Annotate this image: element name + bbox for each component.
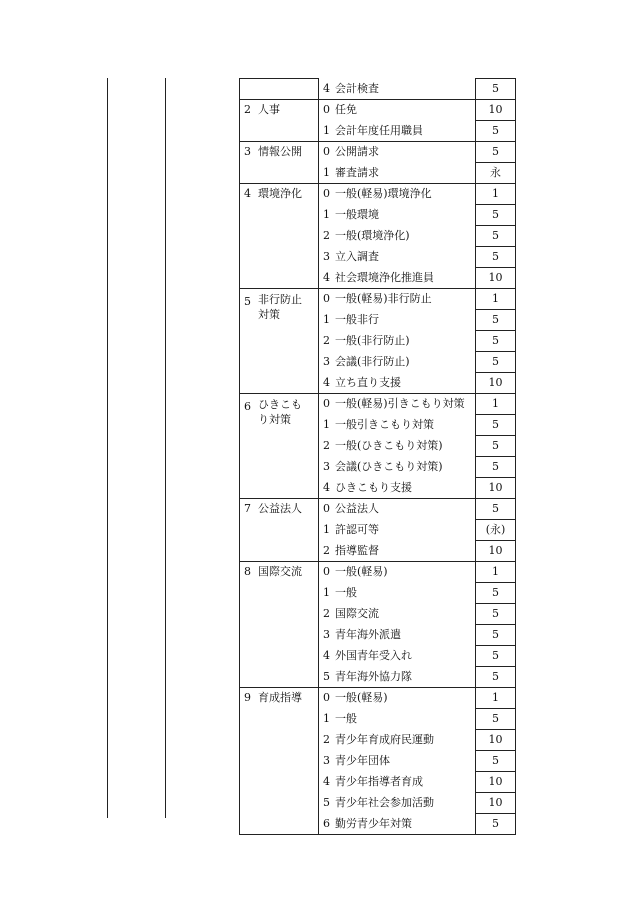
category-cell — [240, 184, 319, 289]
category-name: 情報公開 — [258, 145, 302, 158]
subitem-number: 5 — [323, 669, 330, 683]
retention-years: (永) — [476, 520, 516, 541]
category-cell — [240, 688, 319, 835]
subitem-number: 1 — [323, 417, 330, 431]
table-row — [240, 100, 516, 121]
subitem-cell — [319, 583, 476, 604]
table-row — [240, 289, 516, 310]
retention-years: 5 — [476, 646, 516, 667]
subitem-label: 一般(軽易)引きこもり対策 — [335, 397, 465, 410]
subitem-number: 0 — [323, 187, 330, 200]
subitem-cell — [319, 541, 476, 562]
subitem-number: 3 — [323, 459, 330, 473]
subitem-label: 会計検査 — [335, 81, 379, 95]
retention-years: 1 — [476, 184, 516, 205]
table-row — [240, 688, 516, 709]
subitem-cell — [319, 604, 476, 625]
retention-years: 10 — [476, 541, 516, 562]
category-cell — [240, 100, 319, 142]
category-cell — [240, 79, 319, 100]
subitem-number: 1 — [323, 165, 330, 179]
retention-years: 10 — [476, 268, 516, 289]
subitem-label: 一般 — [335, 711, 357, 725]
subitem-label: 会議(非行防止) — [335, 354, 410, 368]
subitem-cell — [319, 163, 476, 184]
subitem-cell — [319, 751, 476, 772]
subitem-cell — [319, 646, 476, 667]
subitem-cell — [319, 793, 476, 814]
subitem-cell — [319, 331, 476, 352]
retention-years: 5 — [476, 457, 516, 478]
retention-years: 1 — [476, 562, 516, 583]
retention-years: 10 — [476, 730, 516, 751]
subitem-label: 指導監督 — [335, 543, 379, 557]
subitem-label: 青年海外協力隊 — [335, 669, 412, 683]
subitem-number: 4 — [323, 480, 330, 494]
subitem-number: 4 — [323, 774, 330, 788]
subitem-number: 1 — [323, 585, 330, 599]
table-row — [240, 499, 516, 520]
subitem-number: 0 — [323, 691, 330, 704]
retention-table — [239, 78, 516, 835]
subitem-number: 3 — [323, 249, 330, 263]
subitem-cell — [319, 121, 476, 142]
subitem-number: 0 — [323, 103, 330, 116]
subitem-label: 国際交流 — [335, 606, 379, 620]
subitem-label: 社会環境浄化推進員 — [335, 270, 434, 284]
subitem-number: 4 — [323, 375, 330, 389]
retention-years: 5 — [476, 667, 516, 688]
category-number: 6 — [244, 400, 251, 413]
retention-years: 5 — [476, 247, 516, 268]
subitem-label: 青少年指導者育成 — [335, 774, 423, 788]
subitem-label: 青少年育成府民運動 — [335, 732, 434, 746]
category-cell — [240, 394, 319, 499]
retention-years: 5 — [476, 310, 516, 331]
subitem-number: 2 — [323, 228, 330, 242]
subitem-cell — [319, 688, 476, 709]
subitem-label: 立ち直り支援 — [335, 375, 401, 389]
retention-table-body — [240, 79, 516, 835]
subitem-number: 0 — [323, 292, 330, 305]
table-row — [240, 142, 516, 163]
subitem-label: 一般 — [335, 585, 357, 599]
subitem-number: 1 — [323, 711, 330, 725]
retention-years: 10 — [476, 772, 516, 793]
subitem-label: 会議(ひきこもり対策) — [335, 459, 443, 473]
retention-years: 10 — [476, 373, 516, 394]
retention-years: 5 — [476, 709, 516, 730]
subitem-label: 青少年社会参加活動 — [335, 795, 434, 809]
retention-years: 5 — [476, 751, 516, 772]
category-name: 育成指導 — [258, 691, 302, 704]
subitem-cell — [319, 814, 476, 835]
retention-years: 5 — [476, 583, 516, 604]
subitem-label: 許認可等 — [335, 522, 379, 536]
subitem-number: 4 — [323, 270, 330, 284]
subitem-label: 公益法人 — [335, 502, 379, 515]
column-rule-2 — [165, 78, 166, 818]
retention-years: 5 — [476, 142, 516, 163]
subitem-label: 外国青年受入れ — [335, 648, 412, 662]
category-number: 7 — [244, 502, 251, 515]
retention-years: 5 — [476, 121, 516, 142]
subitem-label: 一般(軽易)環境浄化 — [335, 187, 432, 200]
subitem-number: 2 — [323, 606, 330, 620]
category-name: 公益法人 — [258, 502, 302, 515]
subitem-label: 一般(軽易) — [335, 691, 388, 704]
category-name: ひきこもり対策 — [258, 398, 302, 426]
subitem-label: 一般(軽易)非行防止 — [335, 292, 432, 305]
subitem-cell — [319, 394, 476, 415]
subitem-label: 一般非行 — [335, 312, 379, 326]
subitem-number: 2 — [323, 333, 330, 347]
category-number: 3 — [244, 145, 251, 158]
subitem-cell — [319, 79, 476, 100]
retention-years: 5 — [476, 814, 516, 835]
subitem-label: 立入調査 — [335, 249, 379, 263]
subitem-number: 0 — [323, 397, 330, 410]
subitem-number: 3 — [323, 354, 330, 368]
retention-years: 10 — [476, 478, 516, 499]
subitem-cell — [319, 100, 476, 121]
subitem-label: 公開請求 — [335, 145, 379, 158]
retention-years: 5 — [476, 79, 516, 100]
retention-years: 10 — [476, 793, 516, 814]
subitem-number: 1 — [323, 312, 330, 326]
retention-years: 1 — [476, 688, 516, 709]
category-number: 9 — [244, 691, 251, 704]
subitem-cell — [319, 457, 476, 478]
category-number: 5 — [244, 295, 251, 308]
subitem-cell — [319, 709, 476, 730]
subitem-number: 5 — [323, 795, 330, 809]
subitem-cell — [319, 772, 476, 793]
category-name: 非行防止対策 — [258, 293, 302, 321]
subitem-cell — [319, 436, 476, 457]
subitem-number: 2 — [323, 438, 330, 452]
category-number: 2 — [244, 103, 251, 116]
category-name: 人事 — [258, 103, 280, 116]
retention-years: 5 — [476, 352, 516, 373]
subitem-label: 審査請求 — [335, 165, 379, 179]
subitem-number: 3 — [323, 627, 330, 641]
subitem-cell — [319, 625, 476, 646]
subitem-number: 6 — [323, 816, 330, 830]
retention-years: 5 — [476, 604, 516, 625]
subitem-label: 会計年度任用職員 — [335, 123, 423, 137]
retention-years: 5 — [476, 205, 516, 226]
subitem-label: 一般(軽易) — [335, 565, 388, 578]
subitem-label: 青少年団体 — [335, 753, 390, 767]
subitem-cell — [319, 667, 476, 688]
subitem-cell — [319, 415, 476, 436]
retention-years: 5 — [476, 625, 516, 646]
category-number: 8 — [244, 565, 251, 578]
subitem-label: 一般環境 — [335, 207, 379, 221]
subitem-number: 4 — [323, 81, 330, 95]
subitem-number: 2 — [323, 732, 330, 746]
column-rule-1 — [107, 78, 108, 818]
retention-years: 永 — [476, 163, 516, 184]
category-cell — [240, 562, 319, 688]
subitem-cell — [319, 142, 476, 163]
category-cell — [240, 499, 319, 562]
subitem-label: 一般(環境浄化) — [335, 228, 410, 242]
subitem-label: 任免 — [335, 103, 357, 116]
retention-years: 5 — [476, 499, 516, 520]
subitem-cell — [319, 289, 476, 310]
subitem-cell — [319, 499, 476, 520]
subitem-number: 1 — [323, 207, 330, 221]
retention-years: 10 — [476, 100, 516, 121]
subitem-cell — [319, 247, 476, 268]
subitem-cell — [319, 730, 476, 751]
category-cell — [240, 289, 319, 394]
subitem-number: 0 — [323, 145, 330, 158]
subitem-number: 4 — [323, 648, 330, 662]
retention-years: 5 — [476, 415, 516, 436]
category-name: 環境浄化 — [258, 187, 302, 200]
subitem-number: 3 — [323, 753, 330, 767]
subitem-label: 一般(ひきこもり対策) — [335, 438, 443, 452]
subitem-cell — [319, 478, 476, 499]
table-row — [240, 394, 516, 415]
table-row — [240, 562, 516, 583]
subitem-label: 勤労青少年対策 — [335, 816, 412, 830]
subitem-label: 青年海外派遣 — [335, 627, 401, 641]
category-name: 国際交流 — [258, 565, 302, 578]
subitem-number: 1 — [323, 123, 330, 137]
subitem-cell — [319, 268, 476, 289]
subitem-label: 一般引きこもり対策 — [335, 417, 434, 431]
table-row — [240, 79, 516, 100]
subitem-cell — [319, 520, 476, 541]
subitem-cell — [319, 205, 476, 226]
category-number: 4 — [244, 187, 251, 200]
subitem-cell — [319, 352, 476, 373]
subitem-number: 1 — [323, 522, 330, 536]
retention-years: 1 — [476, 394, 516, 415]
subitem-label: ひきこもり支援 — [335, 480, 412, 494]
retention-years: 1 — [476, 289, 516, 310]
subitem-cell — [319, 310, 476, 331]
subitem-cell — [319, 226, 476, 247]
subitem-cell — [319, 562, 476, 583]
table-row — [240, 184, 516, 205]
subitem-number: 0 — [323, 502, 330, 515]
subitem-number: 0 — [323, 565, 330, 578]
subitem-label: 一般(非行防止) — [335, 333, 410, 347]
retention-years: 5 — [476, 436, 516, 457]
retention-years: 5 — [476, 331, 516, 352]
subitem-cell — [319, 184, 476, 205]
category-cell — [240, 142, 319, 184]
subitem-number: 2 — [323, 543, 330, 557]
subitem-cell — [319, 373, 476, 394]
retention-years: 5 — [476, 226, 516, 247]
